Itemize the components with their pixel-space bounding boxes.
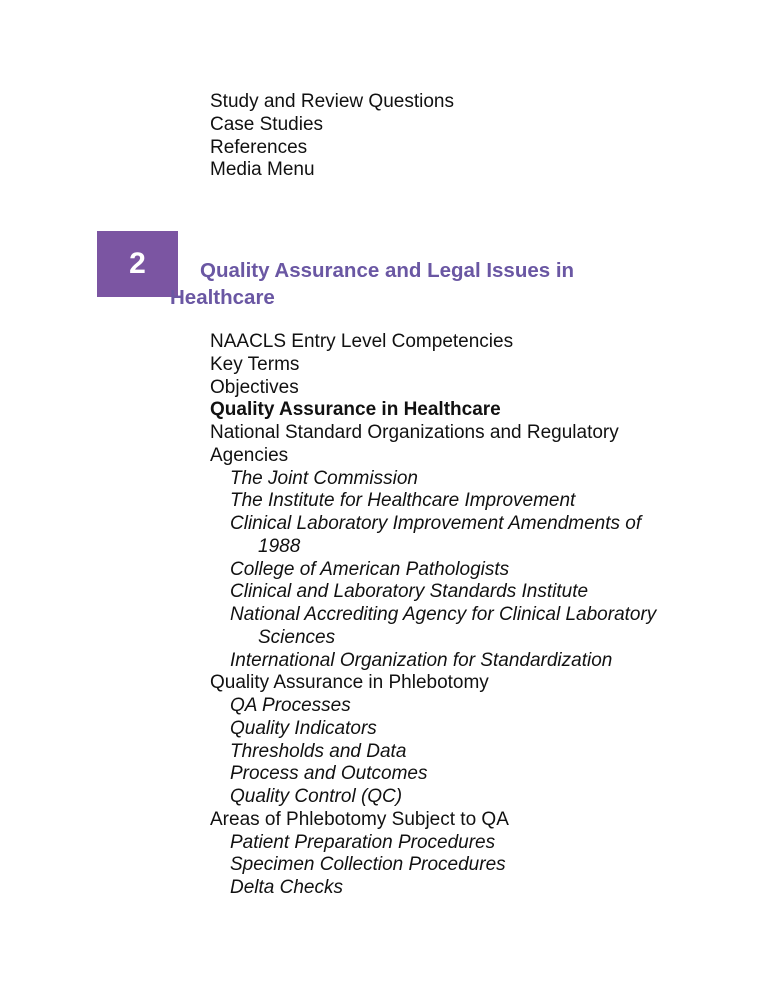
toc-entry: College of American Pathologists bbox=[230, 558, 510, 580]
toc-entry: International Organization for Standardization bbox=[230, 649, 613, 671]
toc-entry: Objectives bbox=[210, 376, 299, 398]
toc-entry: National Accrediting Agency for Clinical Laboratory bbox=[230, 604, 657, 625]
toc-entry: Specimen Collection Procedures bbox=[230, 854, 506, 876]
toc-entry: Quality Assurance in Healthcare bbox=[210, 399, 501, 421]
toc-entry: Clinical Laboratory Improvement Amendments of bbox=[230, 513, 642, 534]
toc-entry: Thresholds and Data bbox=[230, 740, 407, 762]
toc-entry-media-menu: Media Menu bbox=[210, 159, 315, 180]
toc-entry: The Institute for Healthcare Improvement bbox=[230, 490, 576, 512]
toc-entry: Quality Assurance in Phlebotomy bbox=[210, 672, 489, 694]
toc-entry: Areas of Phlebotomy Subject to QA bbox=[210, 808, 509, 830]
toc-entry: QA Processes bbox=[230, 695, 351, 716]
toc-entry: National Standard Organizations and Regulatory bbox=[210, 422, 619, 443]
toc-entry: Process and Outcomes bbox=[230, 763, 428, 785]
chapter-title: Quality Assurance and Legal Issues in Healthcare bbox=[170, 259, 575, 309]
toc-entry: Quality Indicators bbox=[230, 717, 377, 739]
toc-entry: Quality Control (QC) bbox=[230, 786, 403, 807]
toc-entry: Delta Checks bbox=[230, 877, 343, 898]
toc-entry-study-review: Study and Review Questions bbox=[210, 91, 454, 112]
toc-entry-references: References bbox=[210, 137, 308, 158]
toc-entry-case-studies: Case Studies bbox=[210, 114, 324, 135]
toc-entry: NAACLS Entry Level Competencies bbox=[210, 331, 514, 352]
chapter-number-badge: 2 bbox=[97, 231, 178, 297]
toc-entry: Sciences bbox=[258, 626, 336, 648]
toc-entry: Clinical and Laboratory Standards Institute bbox=[230, 581, 589, 603]
toc-entry: 1988 bbox=[258, 535, 301, 557]
toc-entry: Patient Preparation Procedures bbox=[230, 831, 496, 853]
toc-entry: The Joint Commission bbox=[230, 467, 418, 489]
toc-entry: Key Terms bbox=[210, 353, 300, 375]
toc-entry: Agencies bbox=[210, 444, 289, 466]
